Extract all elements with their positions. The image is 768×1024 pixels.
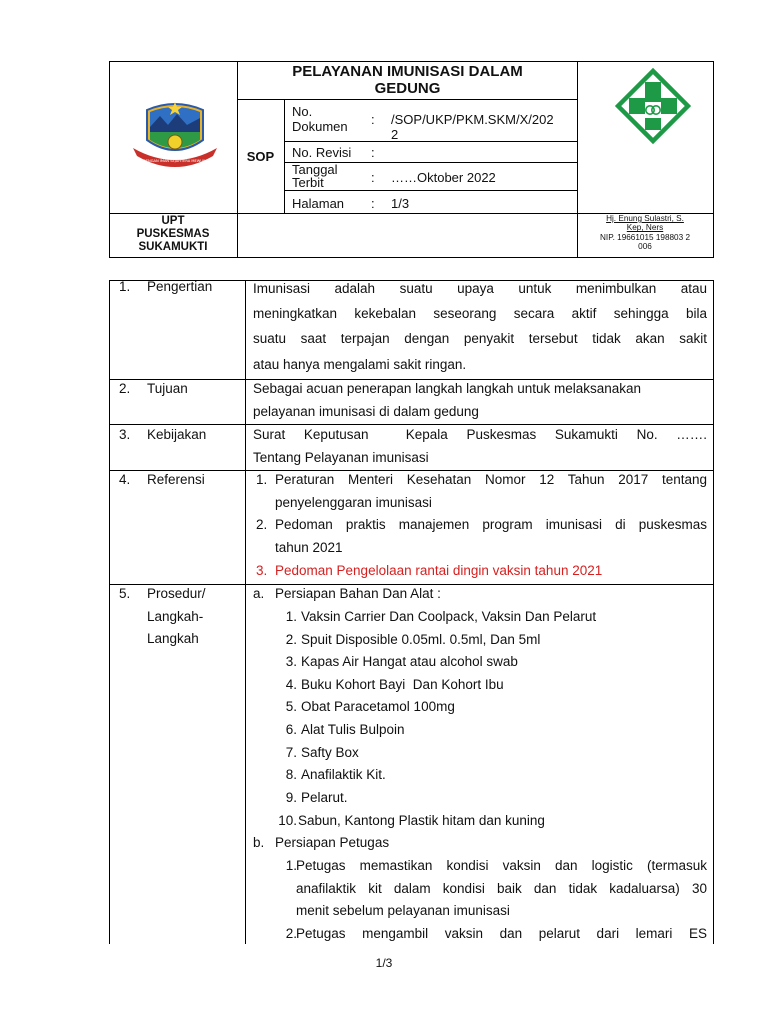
doc-number-label-line2: Dokumen	[292, 119, 348, 134]
organization-name-line3: SUKAMUKTI	[138, 241, 208, 253]
reference-number: 2.	[256, 517, 268, 532]
doc-number-value-line2: 2	[391, 127, 399, 142]
section-label: Tujuan	[147, 381, 188, 396]
reference-text	[275, 514, 707, 559]
signatory-name-line2: Kep, Ners	[626, 223, 664, 233]
organization-name-line1: UPT	[161, 215, 185, 227]
body-line: Sebagai acuan penerapan langkah langkah untuk melaksanakan	[253, 381, 642, 396]
section-label	[147, 583, 206, 651]
reference-line: Pedoman praktis manajemen program imunisasi di puskesmas	[275, 517, 707, 532]
list-item-number: 2.	[285, 926, 297, 941]
body-line: suatu saat terpajan dengan penyakit tersebut tidak akan sakit	[253, 331, 707, 347]
crest-motto-text: BINA DENGAN IMAN SEJAHTERA MEWUJUDKAN	[133, 159, 217, 163]
reference-number: 3.	[256, 563, 268, 578]
list-item-number: 1.	[285, 858, 297, 873]
issue-date-label-line1: Tanggal	[292, 162, 338, 177]
doc-number-label	[292, 104, 348, 134]
reference-line: Peraturan Menteri Kesehatan Nomor 12 Tahun 2017 tentang	[275, 472, 707, 487]
list-item-text: Sabun, Kantong Plastik hitam dan kuning	[298, 813, 545, 828]
list-item	[272, 629, 540, 652]
title-line-2: GEDUNG	[374, 80, 441, 97]
section-number: 5.	[119, 586, 131, 601]
list-item	[272, 764, 386, 787]
list-item-text: Pelarut.	[301, 790, 348, 805]
list-item-number: 1.	[285, 609, 297, 624]
list-item-text: Obat Paracetamol 100mg	[301, 699, 455, 714]
puskesmas-logo	[615, 68, 691, 144]
body-line: pelayanan imunisasi di dalam gedung	[253, 403, 479, 419]
staff-step-text	[296, 923, 707, 946]
subsection-marker: b.	[253, 835, 265, 850]
garut-regency-crest-icon	[125, 92, 225, 172]
list-item-text: Vaksin Carrier Dan Coolpack, Vaksin Dan Pelarut	[301, 609, 597, 624]
list-item-text: Alat Tulis Bulpoin	[301, 722, 405, 737]
signatory-nip-line2: 006	[638, 242, 652, 252]
issue-date-label	[292, 163, 338, 189]
list-item-number: 3.	[285, 654, 297, 669]
list-item-text: Safty Box	[301, 745, 359, 760]
list-item	[272, 742, 359, 765]
section-number: 1.	[119, 279, 131, 294]
footer-page-number: 1/3	[375, 956, 393, 970]
body-line: Petugas mengambil vaksin dan pelarut dari lemari ES	[296, 926, 707, 941]
doc-number-label-line1: No.	[292, 104, 313, 119]
list-item	[272, 810, 545, 833]
list-item-number: 10.	[278, 813, 297, 828]
section-body	[253, 424, 707, 469]
reference-text	[275, 469, 707, 514]
list-item	[272, 674, 504, 697]
revision-colon: :	[371, 145, 375, 160]
page-colon: :	[371, 196, 375, 211]
puskesmas-cross-logo-icon	[615, 68, 691, 144]
body-line: Petugas memastikan kondisi vaksin dan logistic (termasuk	[296, 858, 707, 873]
page-label: Halaman	[292, 196, 345, 211]
revision-label: No. Revisi	[292, 145, 352, 160]
body-line: Surat Keputusan Kepala Puskesmas Sukamukti No. …….	[253, 427, 707, 442]
section-label: Kebijakan	[147, 427, 207, 442]
body-line: Tentang Pelayanan imunisasi	[253, 449, 429, 465]
subsection-title: Persiapan Bahan Dan Alat :	[275, 586, 441, 601]
organization-name-line2: PUSKESMAS	[136, 228, 210, 240]
doc-number-value	[391, 112, 554, 142]
regency-crest-logo	[125, 92, 225, 172]
sop-label: SOP	[246, 149, 275, 164]
signatory-name-line1: Hj. Enung Sulastri, S.	[606, 214, 684, 223]
list-item	[272, 719, 405, 742]
body-line: menit sebelum pelayanan imunisasi	[296, 903, 510, 919]
signatory-nip-line1: NIP. 19661015 198803 2	[600, 232, 690, 242]
body-line: atau hanya mengalami sakit ringan.	[253, 356, 467, 372]
subsection-title: Persiapan Petugas	[275, 835, 390, 850]
issue-date-colon: :	[371, 170, 375, 185]
issue-date-value: ……Oktober 2022	[391, 170, 496, 185]
list-item-text: Anafilaktik Kit.	[301, 767, 386, 782]
doc-number-colon: :	[371, 112, 375, 127]
section-label: Referensi	[147, 472, 205, 487]
section-label-line: Langkah	[147, 631, 199, 647]
body-line: Imunisasi adalah suatu upaya untuk menimbulkan atau	[253, 281, 707, 296]
list-item-number: 6.	[285, 722, 297, 737]
title-line-1: PELAYANAN IMUNISASI DALAM	[292, 63, 523, 80]
body-line: meningkatkan kekebalan seseorang secara aktif sehingga bila	[253, 306, 707, 322]
section-label-line: Prosedur/	[147, 586, 206, 601]
list-item-number: 4.	[285, 677, 297, 692]
section-number: 2.	[119, 381, 131, 396]
reference-number: 1.	[256, 472, 268, 487]
page-value: 1/3	[391, 196, 410, 211]
doc-number-value-line1: /SOP/UKP/PKM.SKM/X/202	[391, 112, 554, 127]
staff-step-text	[296, 855, 707, 923]
list-item-text: Buku Kohort Bayi Dan Kohort Ibu	[301, 677, 504, 692]
issue-date-label-line2: Terbit	[292, 175, 324, 190]
list-item-number: 2.	[285, 632, 297, 647]
subsection-marker: a.	[253, 586, 265, 601]
section-number: 4.	[119, 472, 131, 487]
list-item-number: 8.	[285, 767, 297, 782]
section-body	[253, 276, 707, 377]
section-label-line: Langkah-	[147, 608, 204, 624]
list-item-text: Kapas Air Hangat atau alcohol swab	[301, 654, 518, 669]
reference-text-highlighted: Pedoman Pengelolaan rantai dingin vaksin tahun 2021	[275, 563, 603, 578]
reference-line: tahun 2021	[275, 539, 343, 555]
list-item-number: 5.	[285, 699, 297, 714]
list-item	[272, 606, 596, 629]
reference-line: penyelenggaran imunisasi	[275, 494, 432, 510]
list-item-number: 7.	[285, 745, 297, 760]
body-line: anafilaktik kit dalam kondisi baik dan tidak kadaluarsa) 30	[296, 880, 707, 896]
section-body	[253, 378, 707, 423]
signatory-block	[580, 214, 710, 252]
page-title	[237, 63, 578, 97]
organization-name	[109, 215, 237, 254]
list-item-number: 9.	[285, 790, 297, 805]
list-item	[272, 651, 518, 674]
list-item	[272, 787, 348, 810]
section-number: 3.	[119, 427, 131, 442]
list-item-text: Spuit Disposible 0.05ml. 0.5ml, Dan 5ml	[301, 632, 541, 647]
section-label: Pengertian	[147, 279, 213, 294]
list-item	[272, 696, 455, 719]
